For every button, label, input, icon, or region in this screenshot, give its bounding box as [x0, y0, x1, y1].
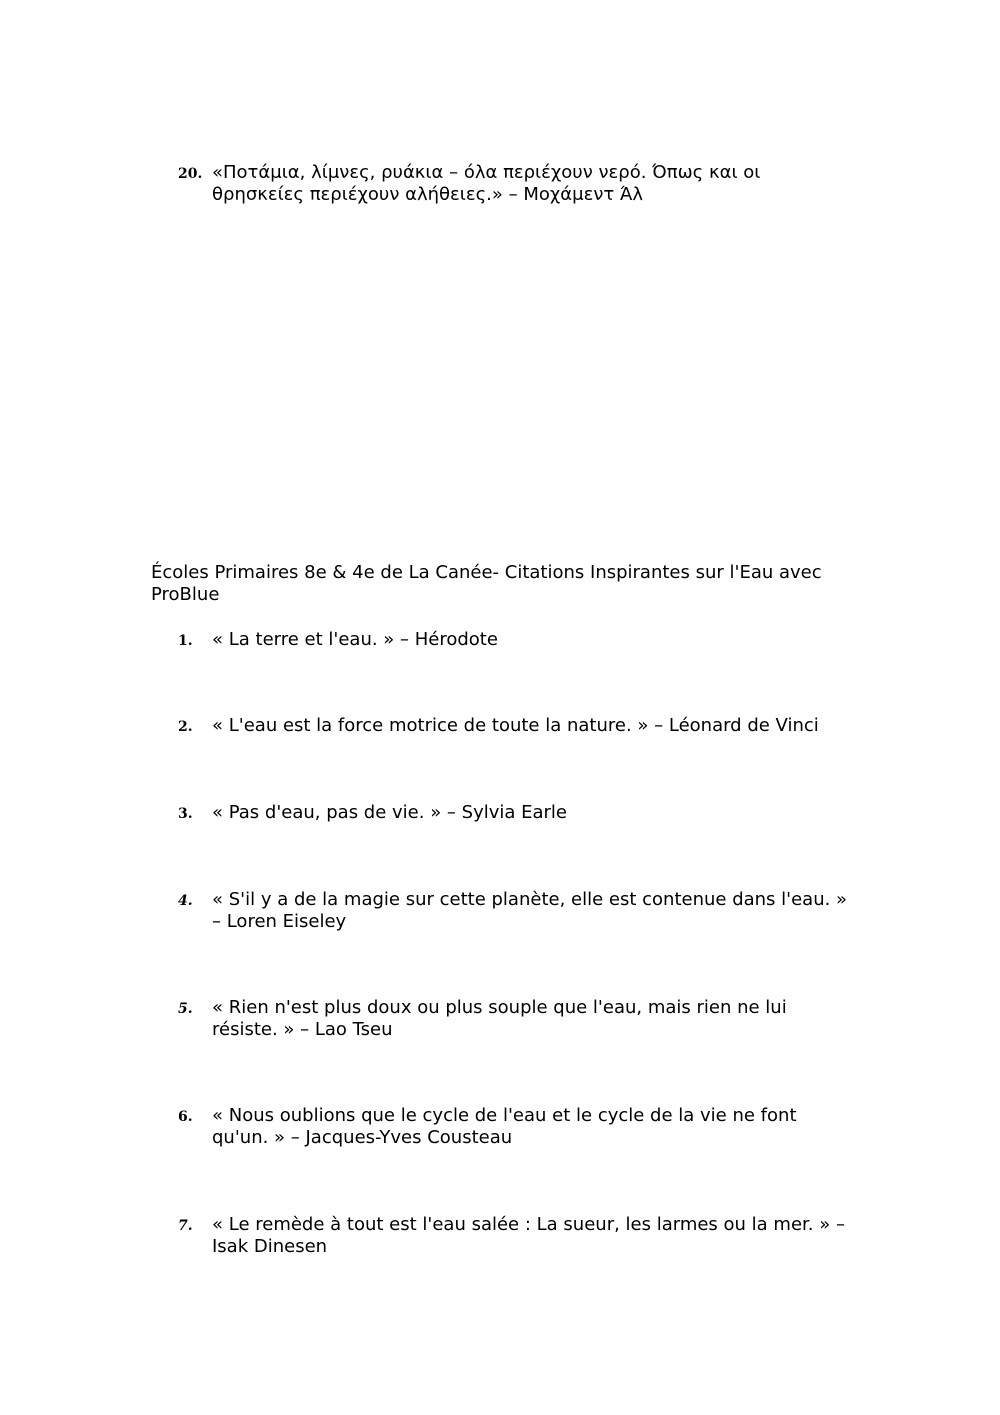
quote-item-6	[178, 1105, 858, 1149]
section-heading: Écoles Primaires 8e & 4e de La Canée- Citations Inspirantes sur l'Eau avec ProBlue	[151, 562, 822, 605]
list-number: 2.	[178, 719, 193, 735]
quote-text: « Pas d'eau, pas de vie. » – Sylvia Earle	[212, 802, 568, 823]
quote-text: « L'eau est la force motrice de toute la nature. » – Léonard de Vinci	[212, 715, 819, 736]
quote-item-4	[178, 889, 858, 933]
quote-item-3	[178, 802, 858, 824]
list-number: 7.	[178, 1218, 193, 1234]
list-number: 5.	[178, 1001, 193, 1017]
quote-item-1	[178, 629, 858, 651]
list-number: 6.	[178, 1109, 193, 1125]
list-number: 4.	[178, 893, 193, 909]
quote-text: « S'il y a de la magie sur cette planète, elle est contenue dans l'eau. » – Loren Eiseley	[212, 889, 848, 932]
quote-item-20	[178, 162, 858, 206]
quote-text: «Ποτάμια, λίμνες, ρυάκια – όλα περιέχουν νερό. Όπως και οι θρησκείες περιέχουν αλήθειες.» – Μοχάμεντ Άλ	[212, 162, 761, 205]
quote-text: « La terre et l'eau. » – Hérodote	[212, 629, 498, 650]
list-number: 3.	[178, 806, 193, 822]
list-number: 1.	[178, 633, 193, 649]
quote-text: « Le remède à tout est l'eau salée : La sueur, les larmes ou la mer. » – Isak Dinesen	[212, 1214, 845, 1257]
quote-text: « Rien n'est plus doux ou plus souple que l'eau, mais rien ne lui résiste. » – Lao Tseu	[212, 997, 787, 1040]
quote-text: « Nous oublions que le cycle de l'eau et le cycle de la vie ne font qu'un. » – Jacques-Yves Cousteau	[212, 1105, 797, 1148]
quote-item-7	[178, 1214, 858, 1258]
quote-item-5	[178, 997, 858, 1041]
quote-item-2	[178, 715, 858, 737]
list-number: 20.	[178, 166, 203, 182]
